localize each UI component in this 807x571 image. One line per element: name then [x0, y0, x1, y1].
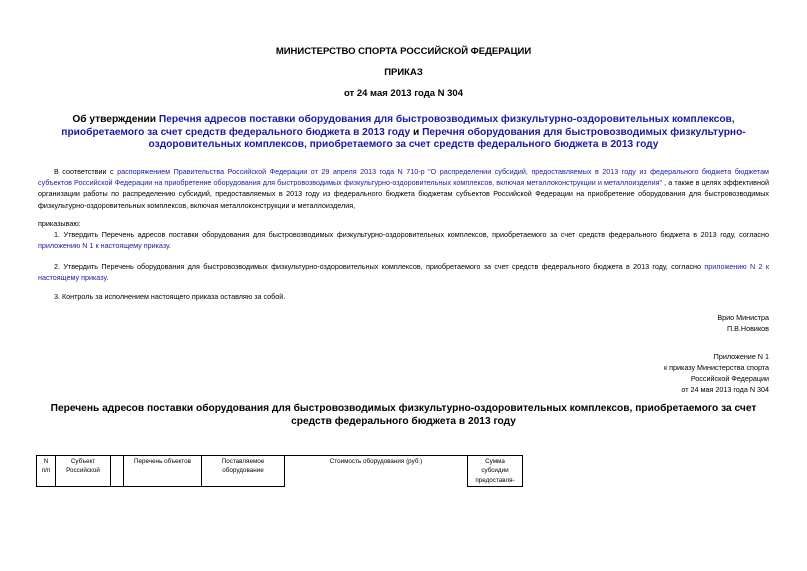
item-1-text: 1. Утвердить Перечень адресов поставки оборудования для быстровозводимых физкультурно-оздоровительных комплексов, приобретаемого за счет средств федерального бюджета в 2013 году, согласно	[54, 230, 769, 239]
appendix-line-1: Приложение N 1	[713, 352, 769, 361]
col-objects-header: Перечень объектов	[124, 456, 202, 487]
item-1-end: .	[168, 241, 171, 251]
col-cost-header: Стоимость оборудования (руб.)	[285, 456, 468, 487]
title-link-equipment-list[interactable]: Перечня оборудования для быстровозводимых физкультурно-оздоровительных комплексов, приобретаемого за счет средств федерального бюджета в 2013 году	[148, 126, 746, 150]
order-word: приказываю:	[38, 219, 81, 228]
appendix-2-link[interactable]: приложению N 2 к настоящему приказу	[38, 262, 769, 283]
col-number-header	[37, 456, 56, 487]
signature-block	[717, 312, 769, 334]
item-2-end: .	[106, 273, 109, 283]
preamble-paragraph	[38, 166, 769, 211]
col-equipment-header	[202, 456, 285, 487]
document-type: ПРИКАЗ	[384, 67, 423, 78]
appendix-line-2: к приказу Министерства спорта	[663, 363, 769, 372]
title-prefix: Об утверждении	[72, 114, 159, 125]
government-order-link[interactable]: распоряжением Правительства Российской Федерации от 29 апреля 2013 года N 710-р "О распределении субсидий, предоставляемых в 2013 году из федерального бюджета бюджетам субъектов Российской Федерации на приобретение оборудования для быстровозводимых физкультурно-оздоровительных комплексов, включая металлоконструкции и металлоизделия"	[38, 167, 770, 188]
col-number-line-1: N	[43, 458, 49, 465]
title-link-address-list[interactable]: Перечня адресов поставки оборудования для быстровозводимых физкультурно-оздоровительных комплексов, приобретаемого за счет средств федерального бюджета в 2013 году	[61, 114, 735, 138]
appendix-block	[664, 351, 769, 395]
col-sum-line-2: субсидии	[481, 467, 509, 475]
document-title	[40, 114, 767, 152]
col-equipment-line-1: Поставляемое	[221, 458, 265, 465]
appendix-line-4: от 24 мая 2013 года N 304	[681, 385, 769, 394]
ministry-heading: МИНИСТЕРСТВО СПОРТА РОССИЙСКОЙ ФЕДЕРАЦИИ	[275, 46, 532, 57]
preamble-end: , а также в целях эффективной организации работы по распределению субсидий, предоставляемых в 2013 году из федерального бюджета бюджетам субъектов Российской Федерации на приобретение оборудования для быстровозводимых физкультурно-оздоровительных комплексов, включая металлоконструкции и металлоизделия,	[38, 178, 769, 210]
order-item-2	[38, 261, 769, 283]
col-sum-line-3: предоставля-	[475, 476, 515, 484]
order-item-1	[38, 229, 769, 251]
col-subject-line-1: Субъект	[70, 458, 96, 465]
address-table	[36, 455, 523, 487]
col-equipment-line-2: оборудование	[222, 467, 264, 475]
appendix-1-link[interactable]: приложению N 1 к настоящему приказу	[38, 241, 169, 251]
col-subject-line-2: Российской	[66, 467, 100, 475]
order-item-3: 3. Контроль за исполнением настоящего приказа оставляю за собой.	[54, 292, 286, 301]
title-joiner: и	[410, 126, 423, 138]
col-sum-header	[468, 456, 523, 487]
table-header-row	[37, 456, 523, 487]
signature-name: П.В.Новиков	[726, 324, 769, 333]
col-spacer-header	[111, 456, 124, 487]
col-subject-header	[56, 456, 111, 487]
col-sum-line-1: Сумма	[485, 458, 505, 465]
col-number-line-2: п/п	[41, 467, 51, 475]
document-date-number: от 24 мая 2013 года N 304	[343, 88, 464, 99]
list-title: Перечень адресов поставки оборудования для быстровозводимых физкультурно-оздоровительных комплексов, приобретаемого за счет средств федерального бюджета в 2013 году	[50, 403, 757, 427]
item-2-text: 2. Утвердить Перечень оборудования для быстровозводимых физкультурно-оздоровительных комплексов, приобретаемого за счет средств федерального бюджета в 2013 году, согласно	[54, 262, 705, 271]
signature-position: Врио Министра	[717, 313, 769, 322]
preamble-start: В соответствии с	[54, 167, 118, 176]
appendix-line-3: Российской Федерации	[690, 374, 769, 383]
